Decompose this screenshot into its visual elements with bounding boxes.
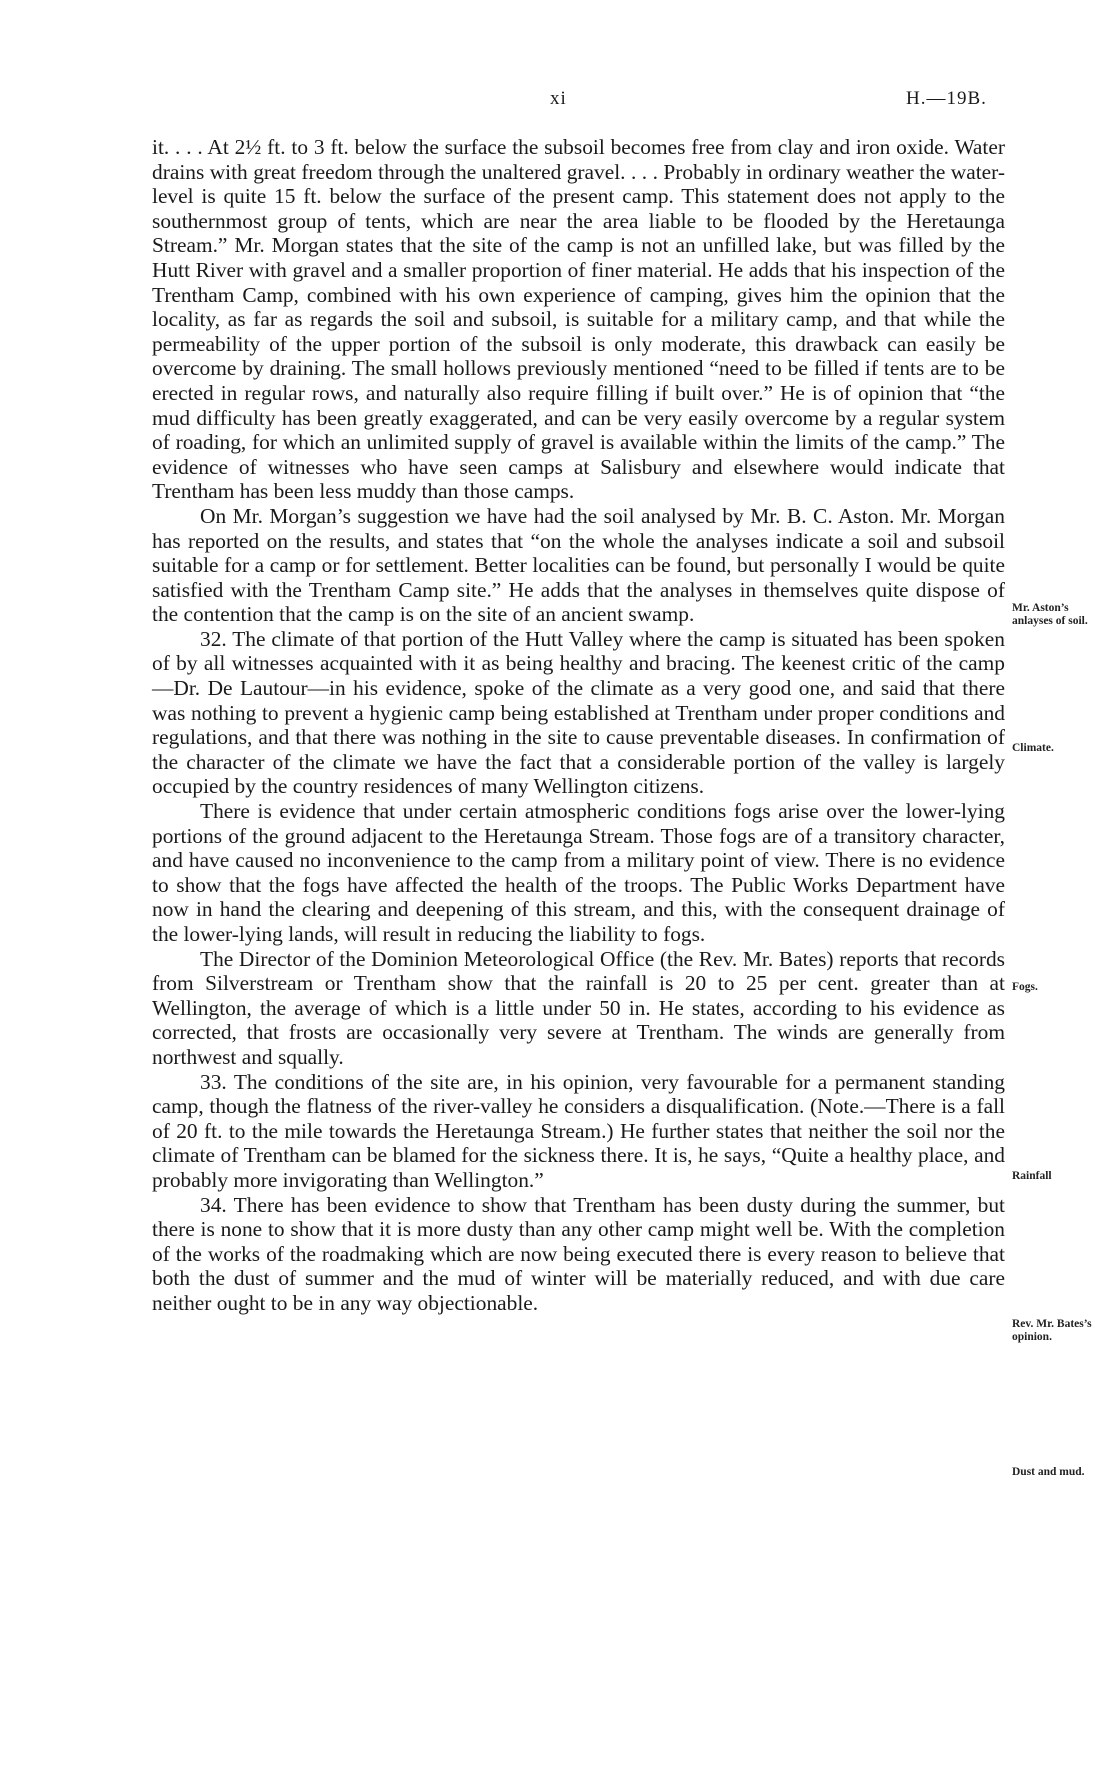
document-reference: H.—19B. [906, 88, 987, 109]
margin-note-bates-opinion: Rev. Mr. Bates’s opinion. [1012, 1318, 1092, 1343]
margin-note-fogs: Fogs. [1012, 981, 1038, 993]
page-header [0, 88, 1114, 118]
paragraph-dust-and-mud: 34. There has been evidence to show that Trentham has been dusty during the summer, but there is none to show that it is more dusty than any other camp might well be. With the completion of the works of the roadmaking which are now being executed there is every reason to believe that both the dust of summer and the mud of winter will be materially reduced, and with due care neither ought to be in any way objectionable. [152, 1192, 1005, 1315]
paragraph-climate: 32. The climate of that portion of the Hutt Valley where the camp is situated has been spoken of by all witnesses acquainted with it as being healthy and bracing. The keenest critic of the camp—Dr. De Lautour—in his evidence, spoke of the climate as a very good one, and said that there was nothing to prevent a hygienic camp being established at Trentham under proper conditions and regulations, and that there was nothing in the site to cause preventable diseases. In confirmation of the character of the climate we have the fact that a considerable portion of the valley is largely occupied by the country residences of many Wellington citizens. [152, 626, 1005, 799]
paragraph-bates-opinion: 33. The conditions of the site are, in his opinion, very favourable for a permanent standing camp, though the flatness of the river-valley he considers a disqualification. (Note.—There is a fall of 20 ft. to the mile towards the Heretaunga Stream.) He further states that neither the soil nor the climate of Trentham can be blamed for the sickness there. It is, he says, “Quite a healthy place, and probably more invigorating than Wellington.” [152, 1069, 1005, 1192]
paragraph-fogs: There is evidence that under certain atmospheric conditions fogs arise over the lower-lying portions of the ground adjacent to the Heretaunga Stream. Those fogs are of a transitory character, and have caused no inconvenience to the camp from a military point of view. There is no evidence to show that the fogs have affected the health of the troops. The Public Works Department have now in hand the clearing and deepening of this stream, and this, with the consequent drainage of the lower-lying lands, will result in reducing the liability to fogs. [152, 799, 1005, 946]
body-text [152, 135, 1005, 1316]
margin-note-aston-analyses: Mr. Aston’s anlayses of soil. [1012, 602, 1088, 627]
margin-note-rainfall: Rainfall [1012, 1170, 1052, 1182]
margin-note-climate: Climate. [1012, 742, 1054, 754]
paragraph-soil-report: it. . . . At 2½ ft. to 3 ft. below the surface the subsoil becomes free from clay and iron oxide. Water drains with great freedom through the unaltered gravel. . . . Probably in ordinary weather the water-level is quite 15 ft. below the surface of the present camp. This statement does not apply to the southernmost group of tents, which are near the area liable to be flooded by the Heretaunga Stream.” Mr. Morgan states that the site of the camp is not an unfilled lake, but was filled by the Hutt River with gravel and a smaller proportion of finer material. He adds that his inspection of the Trentham Camp, combined with his own experience of camping, gives him the opinion that the locality, as far as regards the soil and subsoil, is suitable for a military camp, and that while the permeability of the upper portion of the subsoil is only moderate, this drawback can easily be overcome by draining. The small hollows previously mentioned “need to be filled if tents are to be erected in regular rows, and naturally also require filling if built over.” He is of opinion that “the mud difficulty has been greatly exaggerated, and can be very easily overcome by a regular system of roading, for which an unlimited supply of gravel is available within the limits of the camp.” The evidence of witnesses who have seen camps at Salisbury and elsewhere would indicate that Trentham has been less muddy than those camps. [152, 135, 1005, 504]
margin-note-dust-and-mud: Dust and mud. [1012, 1466, 1085, 1478]
page-number: xi [550, 88, 567, 109]
paragraph-soil-analysis: On Mr. Morgan’s suggestion we have had the soil analysed by Mr. B. C. Aston. Mr. Morgan has reported on the results, and states that “on the whole the analyses indicate a soil and subsoil suitable for a camp or for settlement. Better localities can be found, but personally I would be quite satisfied with the Trentham Camp site.” He adds that the analyses in themselves quite dispose of the contention that the camp is on the site of an ancient swamp. [152, 503, 1005, 627]
paragraph-rainfall: The Director of the Dominion Meteorological Office (the Rev. Mr. Bates) reports that records from Silverstream or Trentham show that the rainfall is 20 to 25 per cent. greater than at Wellington, the average of which is a little under 50 in. He states, according to his evidence as corrected, that frosts are occasionally very severe at Trentham. The winds are generally from northwest and squally. [152, 946, 1005, 1069]
